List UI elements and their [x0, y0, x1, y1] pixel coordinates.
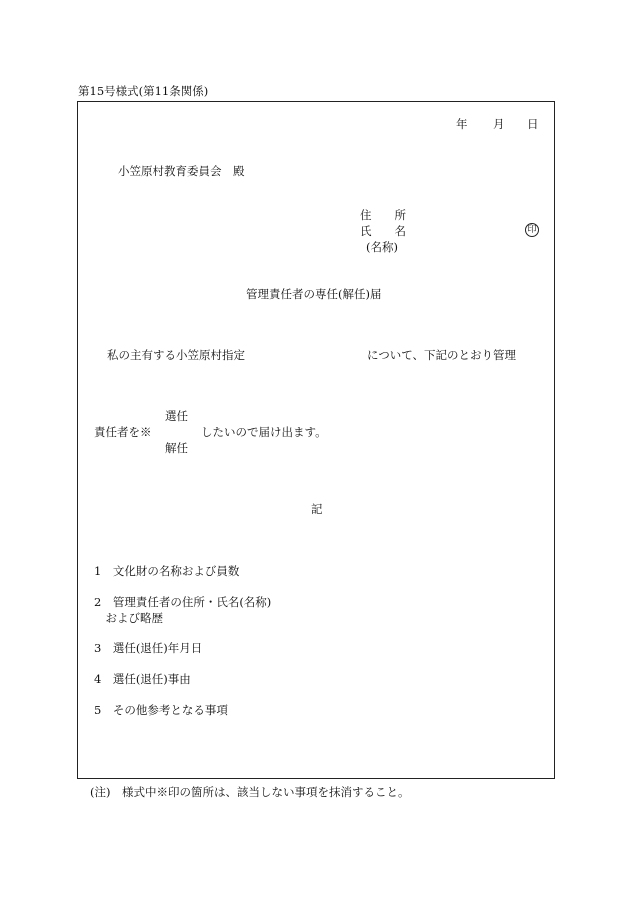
body-line1-suffix: について、下記のとおり管理: [367, 348, 517, 362]
choice-appoint: 選任: [165, 409, 188, 423]
seal-mark: 印: [525, 223, 539, 237]
choice-dismiss: 解任: [165, 441, 188, 455]
document-title: 管理責任者の専任(解任)届: [246, 287, 382, 301]
list-item: 2 管理責任者の住所・氏名(名称): [94, 595, 272, 609]
footnote: (注) 様式中※印の箇所は、該当しない事項を抹消すること。: [90, 785, 410, 799]
list-item: 4 選任(退任)事由: [94, 672, 191, 686]
date-year: 年: [456, 117, 468, 131]
list-item: 3 選任(退任)年月日: [94, 641, 203, 655]
name-label: 氏 名: [360, 224, 406, 238]
body-line1-prefix: 私の主有する小笠原村指定: [107, 348, 245, 362]
alias-label: (名称): [366, 240, 398, 254]
date-day: 日: [527, 117, 539, 131]
list-item: 1 文化財の名称および員数: [94, 564, 240, 578]
body-line2-suffix: したいので届け出ます。: [201, 425, 327, 439]
date-month: 月: [493, 117, 505, 131]
list-item: 5 その他参考となる事項: [94, 703, 228, 717]
form-number: 第15号様式(第11条関係): [78, 84, 209, 98]
ki-heading: 記: [311, 502, 323, 516]
list-item: および略歴: [94, 611, 163, 625]
body-line2-prefix: 責任者を※: [94, 425, 152, 439]
address-label: 住 所: [360, 208, 406, 222]
addressee: 小笠原村教育委員会 殿: [118, 164, 245, 178]
